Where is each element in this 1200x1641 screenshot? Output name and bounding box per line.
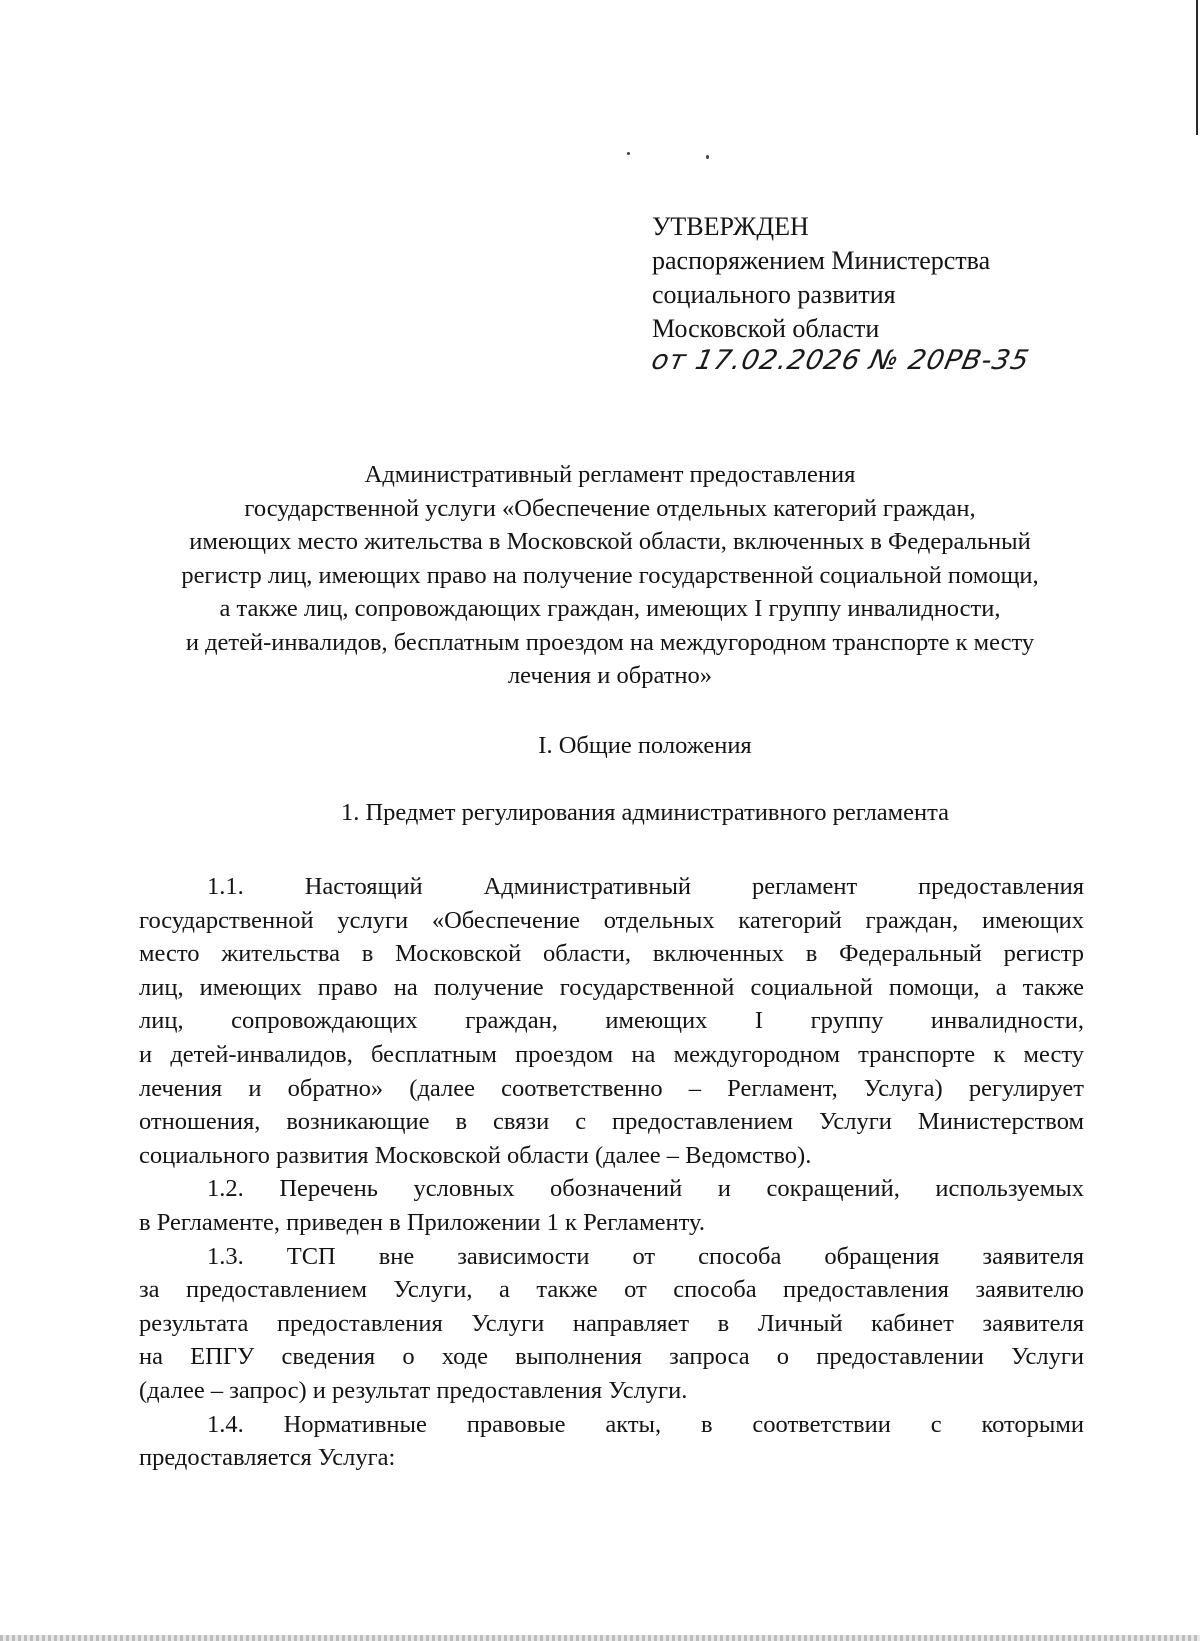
scan-speck xyxy=(706,155,709,159)
paragraph-line: (далее – запрос) и результат предоставления Услуги. xyxy=(139,1376,688,1404)
paragraph-line: в Регламенте, приведен в Приложении 1 к Регламенту. xyxy=(139,1208,705,1236)
paragraph-line: 1.3. ТСП вне зависимости от способа обращения заявителя xyxy=(207,1242,1084,1270)
paragraph-line: и детей-инвалидов, бесплатным проездом на междугородном транспорте к месту xyxy=(139,1040,1084,1068)
paragraph-line: на ЕПГУ сведения о ходе выполнения запроса о предоставлении Услуги xyxy=(139,1343,1084,1371)
paragraph-line: 1.1. Настоящий Административный регламент предоставления xyxy=(207,873,1084,900)
title-line: а также лиц, сопровождающих граждан, имеющих I группу инвалидности, xyxy=(219,595,1001,622)
paragraph-line: результата предоставления Услуги направляет в Личный кабинет заявителя xyxy=(139,1309,1084,1337)
section-heading: I. Общие положения xyxy=(538,732,752,759)
title-line: государственной услуги «Обеспечение отдельных категорий граждан, xyxy=(244,494,976,522)
title-line: лечения и обратно» xyxy=(507,662,713,689)
body-text xyxy=(139,870,1084,1475)
title-line: регистр лиц, имеющих право на получение государственной социальной помощи, xyxy=(181,561,1039,589)
paragraph-line: лиц, имеющих право на получение государственной социальной помощи, а также xyxy=(139,973,1084,1001)
handwritten-date-number: от 17.02.2026 № 20РВ-35 xyxy=(648,345,1033,376)
paragraph-line: лечения и обратно» (далее соответственно – Регламент, Услуга) регулирует xyxy=(139,1074,1084,1102)
scan-page-edge xyxy=(1196,0,1198,135)
title-line: имеющих место жительства в Московской области, включенных в Федеральный xyxy=(189,528,1031,555)
approval-line: Московской области xyxy=(652,314,880,343)
paragraph-line: место жительства в Московской области, включенных в Федеральный регистр xyxy=(139,940,1084,968)
paragraph-line: государственной услуги «Обеспечение отдельных категорий граждан, имеющих xyxy=(139,906,1084,934)
title-line: Административный регламент предоставления xyxy=(364,461,856,488)
subsection-heading: 1. Предмет регулирования административного регламента xyxy=(340,799,950,826)
scan-bottom-edge xyxy=(0,1635,1200,1641)
paragraph-line: 1.2. Перечень условных обозначений и сокращений, используемых xyxy=(207,1175,1084,1203)
approval-heading: УТВЕРЖДЕН xyxy=(652,212,809,241)
paragraph-line: лиц, сопровождающих граждан, имеющих I группу инвалидности, xyxy=(139,1007,1084,1035)
approval-line: распоряжением Министерства xyxy=(652,246,991,275)
approval-line: социального развития xyxy=(652,280,896,309)
paragraph-line: отношения, возникающие в связи с предоставлением Услуги Министерством xyxy=(139,1108,1084,1136)
paragraph-line: 1.4. Нормативные правовые акты, в соответствии с которыми xyxy=(207,1410,1084,1438)
paragraph-line: предоставляется Услуга: xyxy=(139,1444,396,1472)
scan-speck xyxy=(627,152,630,155)
title-line: и детей-инвалидов, бесплатным проездом на междугородном транспорте к месту xyxy=(185,628,1035,656)
document-title xyxy=(120,458,1100,693)
paragraph-line: социального развития Московской области (далее – Ведомство). xyxy=(139,1141,812,1169)
paragraph-line: за предоставлением Услуги, а также от способа предоставления заявителю xyxy=(139,1276,1084,1304)
approval-stamp-block xyxy=(652,210,990,346)
